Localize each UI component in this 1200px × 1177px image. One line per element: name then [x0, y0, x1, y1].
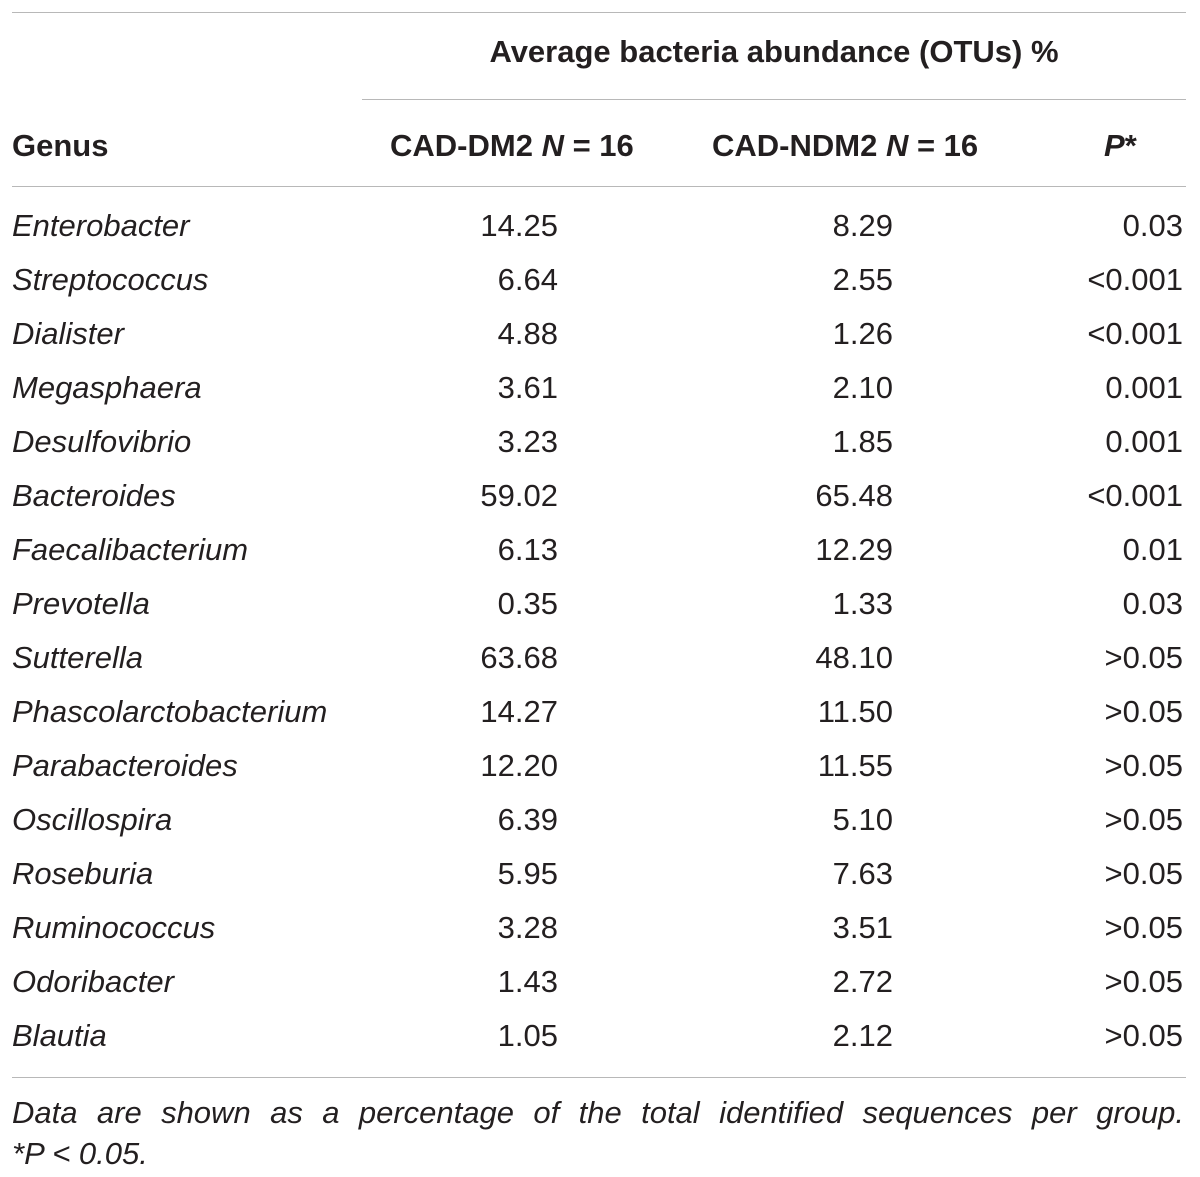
- column-header-cad-ndm2-n-value: = 16: [916, 128, 979, 163]
- cad-ndm2-cell: 11.50: [817, 694, 893, 729]
- column-header-cad-dm2-label: CAD-DM2: [390, 128, 533, 163]
- column-header-cad-dm2-n-value: = 16: [572, 128, 634, 163]
- genus-cell: Odoribacter: [12, 964, 174, 999]
- cad-dm2-cell: 3.28: [497, 910, 558, 945]
- table-row: [0, 524, 1200, 578]
- cad-ndm2-cell: 2.55: [832, 262, 893, 297]
- genus-cell: Blautia: [12, 1018, 107, 1053]
- genus-cell: Enterobacter: [12, 208, 190, 243]
- genus-cell: Desulfovibrio: [12, 424, 192, 459]
- top-rule: [12, 12, 1186, 13]
- cad-ndm2-cell: 8.29: [832, 208, 893, 243]
- genus-cell: Streptococcus: [12, 262, 209, 297]
- genus-cell: Prevotella: [12, 586, 150, 621]
- cad-ndm2-cell: 65.48: [815, 478, 893, 513]
- table-row: [0, 848, 1200, 902]
- genus-cell: Faecalibacterium: [12, 532, 249, 567]
- column-header-p-symbol: P: [1104, 128, 1125, 163]
- p-value-cell: >0.05: [1104, 802, 1183, 837]
- p-value-cell: <0.001: [1087, 262, 1183, 297]
- table-row: [0, 578, 1200, 632]
- column-header-p: [1104, 126, 1137, 166]
- cad-ndm2-cell: 5.10: [832, 802, 893, 837]
- table-row: [0, 740, 1200, 794]
- table-row: [0, 200, 1200, 254]
- table-row: [0, 686, 1200, 740]
- column-header-cad-dm2-n: N: [541, 128, 564, 163]
- genus-cell: Parabacteroides: [12, 748, 238, 783]
- table-row: [0, 416, 1200, 470]
- cad-dm2-cell: 4.88: [497, 316, 558, 351]
- cad-dm2-cell: 59.02: [480, 478, 558, 513]
- cad-ndm2-cell: 11.55: [817, 748, 893, 783]
- cad-ndm2-cell: 7.63: [832, 856, 893, 891]
- table-row: [0, 1010, 1200, 1064]
- column-header-cad-ndm2: [712, 126, 978, 166]
- column-header-genus: Genus: [12, 128, 109, 163]
- cad-dm2-cell: 3.23: [497, 424, 558, 459]
- table-row: [0, 362, 1200, 416]
- cad-dm2-cell: 63.68: [480, 640, 558, 675]
- column-header-cad-ndm2-label: CAD-NDM2: [712, 128, 878, 163]
- cad-ndm2-cell: 2.10: [832, 370, 893, 405]
- cad-dm2-cell: 6.39: [497, 802, 558, 837]
- table-row: [0, 470, 1200, 524]
- table-row: [0, 902, 1200, 956]
- p-value-cell: >0.05: [1104, 694, 1183, 729]
- table-row: [0, 632, 1200, 686]
- column-header-cad-ndm2-n: N: [885, 128, 909, 163]
- column-header-p-marker: *: [1124, 128, 1137, 163]
- cad-dm2-cell: 5.95: [497, 856, 558, 891]
- cad-ndm2-cell: 2.12: [832, 1018, 893, 1053]
- group-header: Average bacteria abundance (OTUs) %: [489, 34, 1059, 69]
- genus-cell: Sutterella: [12, 640, 143, 675]
- p-value-cell: 0.001: [1105, 424, 1183, 459]
- table-row: [0, 254, 1200, 308]
- p-value-cell: 0.01: [1122, 532, 1183, 567]
- genus-cell: Oscillospira: [12, 802, 173, 837]
- p-value-cell: >0.05: [1104, 856, 1183, 891]
- genus-cell: Phascolarctobacterium: [12, 694, 328, 729]
- genus-cell: Dialister: [12, 316, 124, 351]
- p-value-cell: >0.05: [1104, 964, 1183, 999]
- cad-dm2-cell: 3.61: [497, 370, 558, 405]
- cad-dm2-cell: 6.64: [497, 262, 558, 297]
- p-value-cell: 0.03: [1122, 208, 1183, 243]
- footnote: Data are shown as a percentage of the total identified sequences per group.: [12, 1095, 1184, 1130]
- cad-ndm2-cell: 1.33: [832, 586, 893, 621]
- cad-dm2-cell: 12.20: [480, 748, 558, 783]
- genus-cell: Ruminococcus: [12, 910, 216, 945]
- p-value-cell: >0.05: [1104, 748, 1183, 783]
- table-row: [0, 794, 1200, 848]
- p-value-cell: <0.001: [1087, 316, 1183, 351]
- p-value-cell: >0.05: [1104, 1018, 1183, 1053]
- cad-dm2-cell: 1.43: [497, 964, 558, 999]
- cad-dm2-cell: 6.13: [497, 532, 558, 567]
- header-bottom-rule: [12, 186, 1186, 187]
- p-value-cell: 0.03: [1122, 586, 1183, 621]
- p-value-cell: >0.05: [1104, 910, 1183, 945]
- group-header-rule: [362, 99, 1186, 100]
- cad-ndm2-cell: 3.51: [832, 910, 893, 945]
- table-row: [0, 308, 1200, 362]
- bottom-rule: [12, 1077, 1186, 1078]
- cad-dm2-cell: 14.25: [480, 208, 558, 243]
- column-header-cad-dm2: [390, 126, 634, 166]
- footnote-significance: *P < 0.05.: [12, 1136, 148, 1171]
- cad-dm2-cell: 1.05: [497, 1018, 558, 1053]
- cad-ndm2-cell: 48.10: [815, 640, 893, 675]
- genus-cell: Megasphaera: [12, 370, 202, 405]
- cad-dm2-cell: 14.27: [480, 694, 558, 729]
- genus-cell: Bacteroides: [12, 478, 176, 513]
- p-value-cell: >0.05: [1104, 640, 1183, 675]
- cad-ndm2-cell: 1.85: [832, 424, 893, 459]
- p-value-cell: <0.001: [1087, 478, 1183, 513]
- table-body: [0, 200, 1200, 1064]
- cad-ndm2-cell: 12.29: [815, 532, 893, 567]
- cad-ndm2-cell: 2.72: [832, 964, 893, 999]
- genus-cell: Roseburia: [12, 856, 154, 891]
- p-value-cell: 0.001: [1105, 370, 1183, 405]
- cad-dm2-cell: 0.35: [497, 586, 558, 621]
- cad-ndm2-cell: 1.26: [832, 316, 893, 351]
- table-row: [0, 956, 1200, 1010]
